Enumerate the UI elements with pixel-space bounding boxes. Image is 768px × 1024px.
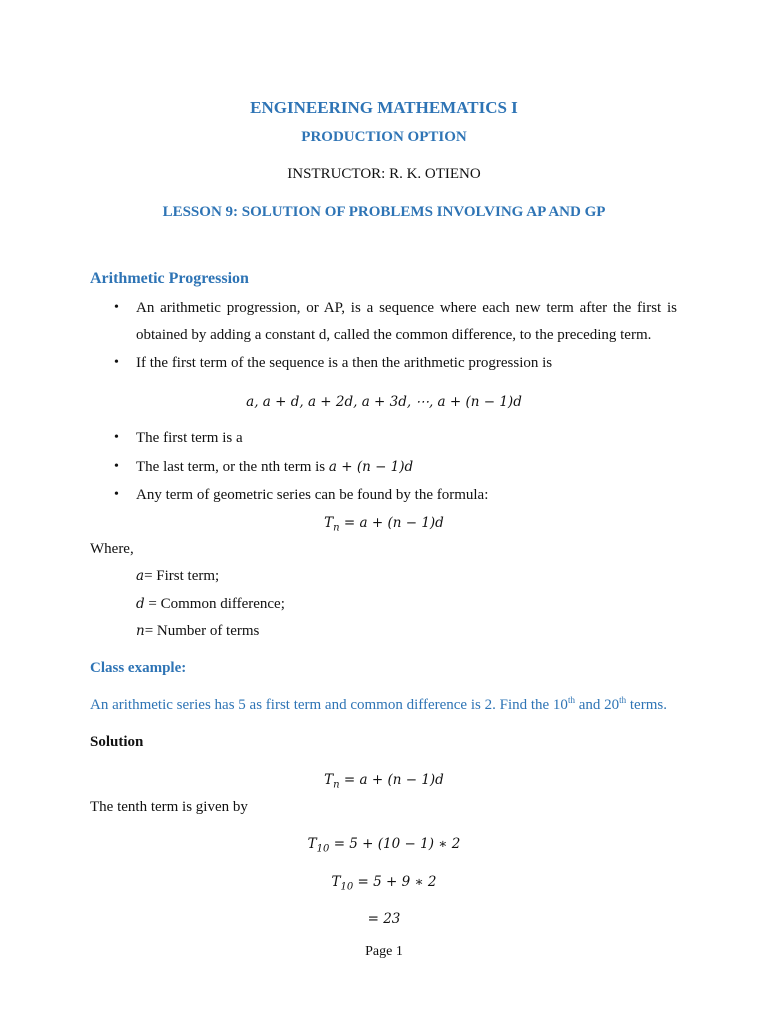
ordinal-suffix: th	[619, 695, 627, 705]
formula-rhs: = a + (n − 1)d	[343, 515, 444, 531]
definition-text: = First term;	[144, 568, 220, 584]
sequence-intro: If the first term of the sequence is a then the arithmetic progression is	[136, 355, 553, 371]
bullet-dot: •	[114, 300, 119, 315]
formula-symbol: T	[331, 874, 341, 890]
definition-d	[136, 596, 285, 613]
tenth-term-intro: The tenth term is given by	[90, 799, 248, 815]
bullet-dot: •	[114, 430, 119, 445]
formula-subscript: n	[333, 779, 340, 791]
definition-text: = Number of terms	[144, 623, 260, 639]
general-formula	[0, 515, 768, 534]
definition-symbol: n	[136, 623, 145, 639]
step-two	[0, 874, 768, 893]
course-title: ENGINEERING MATHEMATICS I	[250, 98, 518, 117]
formula-rhs: = a + (n − 1)d	[343, 772, 444, 788]
problem-text: terms.	[626, 697, 667, 713]
section-heading: Arithmetic Progression	[90, 270, 249, 287]
formula-subscript: n	[333, 522, 340, 534]
any-term-text: Any term of geometric series can be found by the formula:	[136, 487, 489, 503]
solution-label: Solution	[90, 734, 144, 750]
where-label: Where,	[90, 541, 134, 557]
class-example-heading: Class example:	[90, 660, 187, 676]
solution-formula	[0, 772, 768, 791]
formula-symbol: T	[307, 836, 317, 852]
problem-text: An arithmetic series has 5 as first term and common difference is 2. Find the 10	[90, 697, 568, 713]
option-subtitle: PRODUCTION OPTION	[301, 129, 467, 145]
step-three: = 23	[367, 911, 401, 927]
last-term-label: The last term, or the nth term is	[136, 459, 329, 475]
formula-rhs: = 5 + (10 − 1) ∗ 2	[333, 836, 461, 852]
bullet-dot: •	[114, 459, 119, 474]
lesson-title: LESSON 9: SOLUTION OF PROBLEMS INVOLVING AP AND GP	[162, 204, 606, 220]
last-term-text	[136, 459, 413, 476]
last-term-formula: a + (n − 1)d	[328, 459, 414, 475]
instructor-line: INSTRUCTOR: R. K. OTIENO	[287, 166, 481, 182]
formula-symbol: T	[324, 515, 334, 531]
first-term-text: The first term is a	[136, 430, 243, 446]
ordinal-suffix: th	[567, 695, 575, 705]
bullet-dot: •	[114, 355, 119, 370]
problem-text: and 20	[574, 697, 620, 713]
formula-symbol: T	[324, 772, 334, 788]
formula-subscript: 10	[316, 843, 330, 855]
step-one	[0, 836, 768, 855]
sequence-formula: a, a + d, a + 2d, a + 3d, ⋯, a + (n − 1)d	[246, 394, 522, 410]
example-problem	[90, 697, 667, 714]
definition-text: = Common difference;	[144, 596, 285, 612]
page-number: Page 1	[365, 944, 403, 959]
ap-definition: An arithmetic progression, or AP, is a sequence where each new term after the first is obtained by adding a constant d, called the common difference, to the preceding term.	[136, 300, 677, 343]
bullet-dot: •	[114, 487, 119, 502]
definition-n	[136, 623, 259, 640]
definition-symbol: d	[136, 596, 145, 612]
definition-symbol: a	[136, 568, 145, 584]
definition-a	[136, 568, 219, 585]
formula-subscript: 10	[340, 881, 354, 893]
formula-rhs: = 5 + 9 ∗ 2	[357, 874, 437, 890]
